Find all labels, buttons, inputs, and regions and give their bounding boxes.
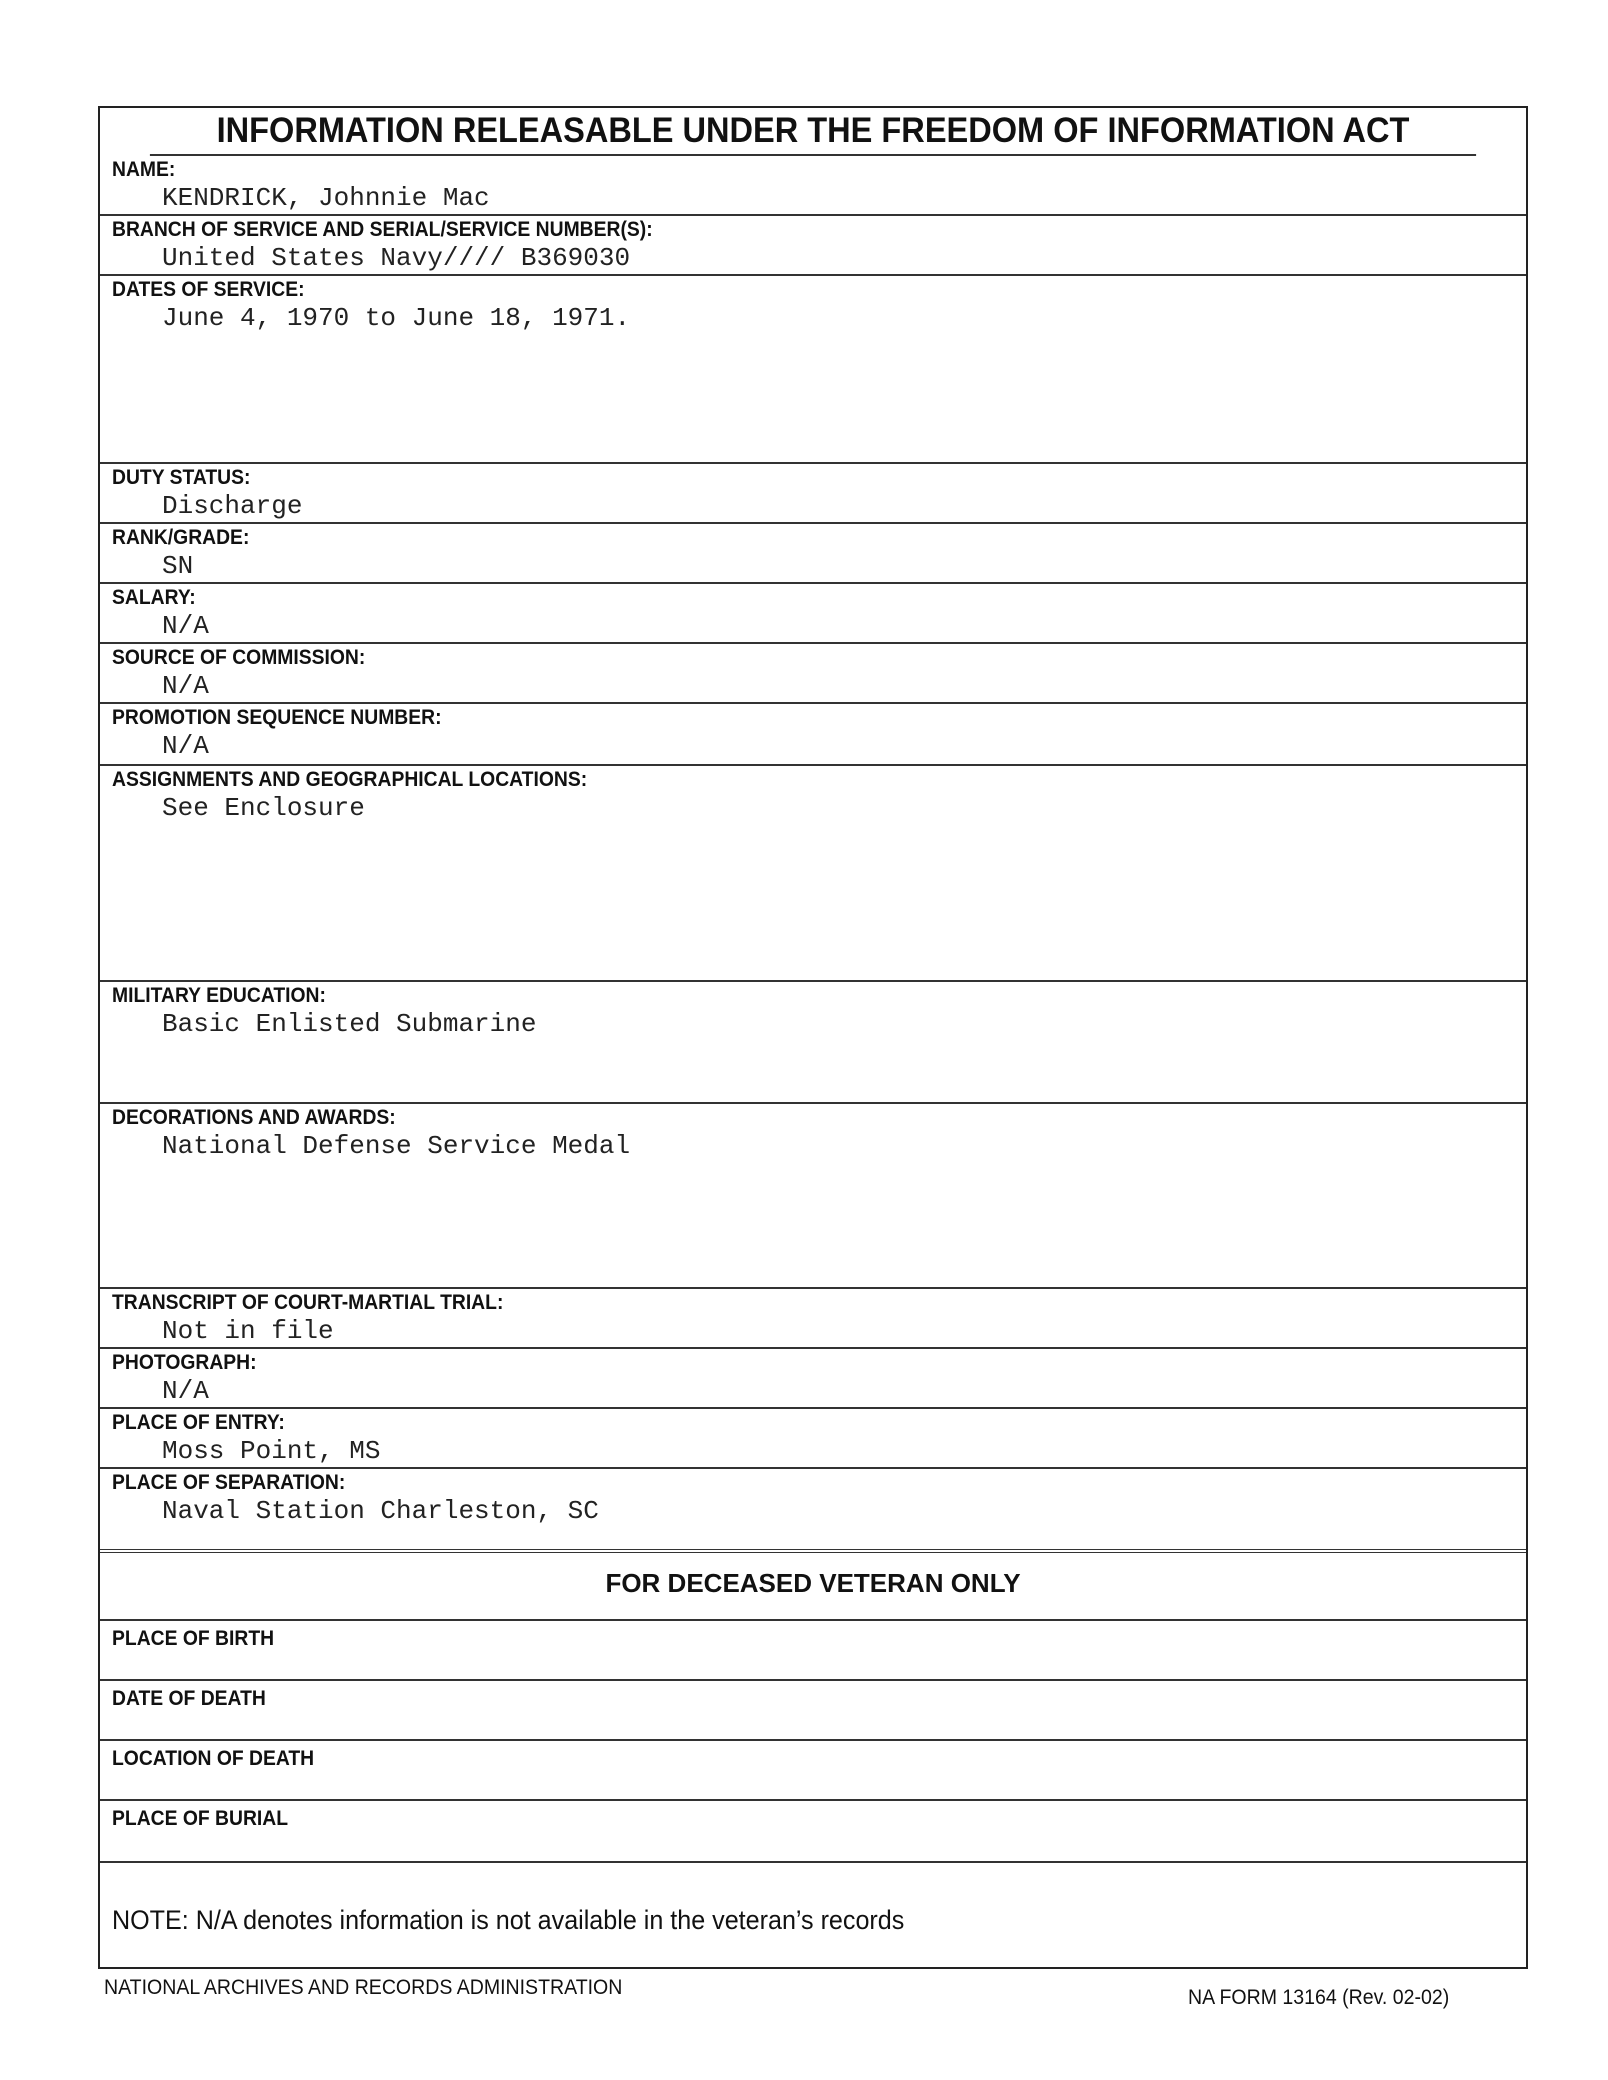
- field-place-of-entry: [100, 1409, 1526, 1469]
- field-location-of-death: [100, 1741, 1526, 1801]
- field-label: SALARY:: [112, 586, 196, 609]
- field-label: NAME:: [112, 158, 176, 181]
- field-military-education: [100, 982, 1526, 1104]
- field-label: TRANSCRIPT OF COURT-MARTIAL TRIAL:: [112, 1291, 504, 1314]
- field-photograph: [100, 1349, 1526, 1409]
- field-value: N/A: [162, 1376, 209, 1406]
- field-place-of-burial: [100, 1801, 1526, 1863]
- field-source-of-commission: [100, 644, 1526, 704]
- field-name: [100, 156, 1526, 216]
- field-value: N/A: [162, 731, 209, 761]
- field-label: PLACE OF SEPARATION:: [112, 1471, 346, 1494]
- field-court-martial-transcript: [100, 1289, 1526, 1349]
- field-promotion-sequence-number: [100, 704, 1526, 766]
- field-label: DECORATIONS AND AWARDS:: [112, 1106, 396, 1129]
- field-label: DATES OF SERVICE:: [112, 278, 305, 301]
- field-value: Not in file: [162, 1316, 334, 1346]
- field-label: PROMOTION SEQUENCE NUMBER:: [112, 706, 442, 729]
- field-label: PLACE OF BURIAL: [112, 1807, 289, 1830]
- form-number: NA FORM 13164 (Rev. 02-02): [1188, 1986, 1450, 2009]
- field-place-of-separation: [100, 1469, 1526, 1549]
- foia-form: [98, 106, 1528, 1969]
- field-value: Naval Station Charleston, SC: [162, 1496, 599, 1526]
- field-duty-status: [100, 464, 1526, 524]
- field-value: June 4, 1970 to June 18, 1971.: [162, 303, 631, 333]
- field-label: ASSIGNMENTS AND GEOGRAPHICAL LOCATIONS:: [112, 768, 588, 791]
- field-branch-service-number: [100, 216, 1526, 276]
- deceased-veteran-heading: FOR DECEASED VETERAN ONLY: [100, 1549, 1526, 1621]
- field-label: RANK/GRADE:: [112, 526, 250, 549]
- field-value: SN: [162, 551, 194, 581]
- field-label: MILITARY EDUCATION:: [112, 984, 326, 1007]
- field-value: N/A: [162, 671, 209, 701]
- agency-name: NATIONAL ARCHIVES AND RECORDS ADMINISTRATION: [104, 1976, 623, 1999]
- field-label: SOURCE OF COMMISSION:: [112, 646, 366, 669]
- field-value: United States Navy//// B369030: [162, 243, 631, 273]
- field-assignments: [100, 766, 1526, 982]
- field-label: BRANCH OF SERVICE AND SERIAL/SERVICE NUMBER(S):: [112, 218, 653, 241]
- field-label: DUTY STATUS:: [112, 466, 251, 489]
- field-place-of-birth: [100, 1621, 1526, 1681]
- field-label: LOCATION OF DEATH: [112, 1747, 315, 1770]
- field-value: See Enclosure: [162, 793, 365, 823]
- field-value: Basic Enlisted Submarine: [162, 1009, 537, 1039]
- field-rank-grade: [100, 524, 1526, 584]
- form-title: INFORMATION RELEASABLE UNDER THE FREEDOM OF INFORMATION ACT: [150, 108, 1476, 156]
- field-value: N/A: [162, 611, 209, 641]
- field-label: DATE OF DEATH: [112, 1687, 266, 1710]
- field-date-of-death: [100, 1681, 1526, 1741]
- na-note: NOTE: N/A denotes information is not available in the veteran’s records: [112, 1905, 905, 1935]
- field-decorations-awards: [100, 1104, 1526, 1289]
- field-dates-of-service: [100, 276, 1526, 464]
- field-label: PHOTOGRAPH:: [112, 1351, 257, 1374]
- field-value: Moss Point, MS: [162, 1436, 381, 1466]
- field-salary: [100, 584, 1526, 644]
- field-value: KENDRICK, Johnnie Mac: [162, 183, 490, 213]
- field-value: National Defense Service Medal: [162, 1131, 631, 1161]
- field-label: PLACE OF BIRTH: [112, 1627, 275, 1650]
- field-label: PLACE OF ENTRY:: [112, 1411, 285, 1434]
- field-value: Discharge: [162, 491, 303, 521]
- note-row: [100, 1863, 1526, 1969]
